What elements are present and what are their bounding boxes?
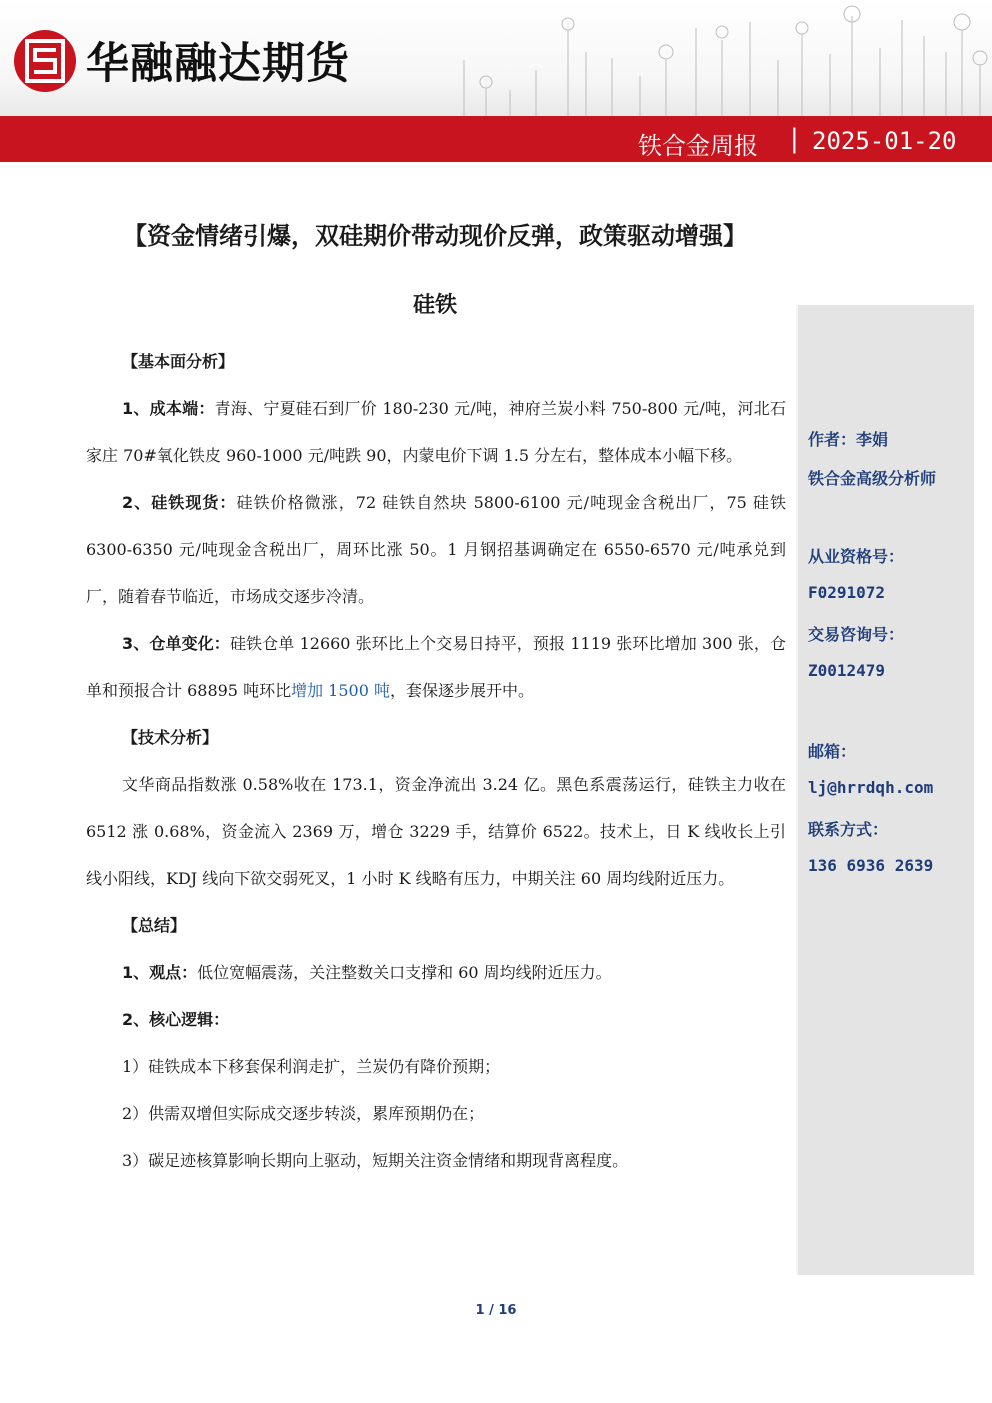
paragraph-spot xyxy=(86,479,786,620)
cost-text: 青海、宁夏硅石到厂价 180-230 元/吨，神府兰炭小料 750-800 元/吨，河北石家庄 70#氧化铁皮 960-1000 元/吨跌 90，内蒙电价下调 1.5 分左右，整体成本小幅下移。 xyxy=(86,399,786,465)
warehouse-text-a: 硅铁仓单 12660 张环比上个交易日持平，预报 1119 张环比增加 300 张，仓单和预报合计 68895 吨环比 xyxy=(86,634,786,700)
logic-item-1: 1）硅铁成本下移套保利润走扩，兰炭仍有降价预期； xyxy=(122,1057,501,1076)
spot-text: 硅铁价格微涨，72 硅铁自然块 5800-6100 元/吨现金含税出厂，75 硅铁 6300-6350 元/吨现金含税出厂，周环比涨 50。1 月钢招基调确定在 6550-6570 元/吨承兑到厂，随着春节临近，市场成交逐步冷清。 xyxy=(86,493,786,606)
brand-name: 华融融达期货 xyxy=(86,39,350,89)
email-label: 邮箱： xyxy=(808,742,857,761)
section-title: 硅铁 xyxy=(412,293,457,318)
cost-label: 1、成本端： xyxy=(122,399,215,418)
report-header xyxy=(0,0,992,162)
report-type: 铁合金周报 xyxy=(638,132,758,160)
view-label: 1、观点： xyxy=(122,963,198,982)
qualification-number: F0291072 xyxy=(808,583,886,602)
summary-heading: 【总结】 xyxy=(122,916,187,935)
summary-view xyxy=(86,949,786,996)
paragraph-cost xyxy=(86,385,786,479)
consult-number: Z0012479 xyxy=(808,661,886,680)
warehouse-label: 3、仓单变化： xyxy=(122,634,230,653)
paragraph-warehouse xyxy=(86,620,786,714)
logic-item-2: 2）供需双增但实际成交逐步转淡，累库预期仍在； xyxy=(122,1104,485,1123)
page-title: 【资金情绪引爆，双硅期价带动现价反弹，政策驱动增强】 xyxy=(123,222,747,250)
decorative-pin-graphic xyxy=(440,0,992,116)
header-separator: | xyxy=(790,124,799,154)
logic-item-3: 3）碳足迹核算影响长期向上驱动，短期关注资金情绪和期现背离程度。 xyxy=(122,1151,629,1170)
author-sidebar xyxy=(796,305,974,1275)
warehouse-highlight: 增加 1500 吨 xyxy=(291,681,390,700)
paragraph-technical: 文华商品指数涨 0.58%收在 173.1，资金净流出 3.24 亿。黑色系震荡运行，硅铁主力收在 6512 涨 0.68%，资金流入 2369 万，增仓 3229 手，结算价 6522。技术上，日 K 线收长上引线小阳线，KDJ 线向下欲交弱死叉，1 小时 K 线略有压力，中期关注 60 周均线附近压力。 xyxy=(86,775,786,888)
company-logo-icon xyxy=(12,28,78,94)
author-role: 铁合金高级分析师 xyxy=(808,469,937,488)
logic-label: 2、核心逻辑： xyxy=(122,1010,230,1029)
contact-label: 联系方式： xyxy=(808,820,889,839)
report-date: 2025-01-20 xyxy=(812,127,957,155)
page-number: 1 / 16 xyxy=(475,1303,517,1318)
author-name: 作者：李娟 xyxy=(808,430,889,449)
report-body xyxy=(86,338,786,1184)
summary-logic xyxy=(86,996,786,1043)
spot-label: 2、硅铁现货： xyxy=(122,493,237,512)
email-address[interactable]: lj@hrrdqh.com xyxy=(808,778,934,797)
warehouse-text-b: ，套保逐步展开中。 xyxy=(389,681,534,700)
consult-label: 交易咨询号： xyxy=(808,625,905,644)
fundamental-heading: 【基本面分析】 xyxy=(122,352,235,371)
view-text: 低位宽幅震荡，关注整数关口支撑和 60 周均线附近压力。 xyxy=(197,963,612,982)
qualification-label: 从业资格号： xyxy=(808,547,905,566)
phone-number: 136 6936 2639 xyxy=(808,856,934,875)
tech-heading: 【技术分析】 xyxy=(122,728,219,747)
